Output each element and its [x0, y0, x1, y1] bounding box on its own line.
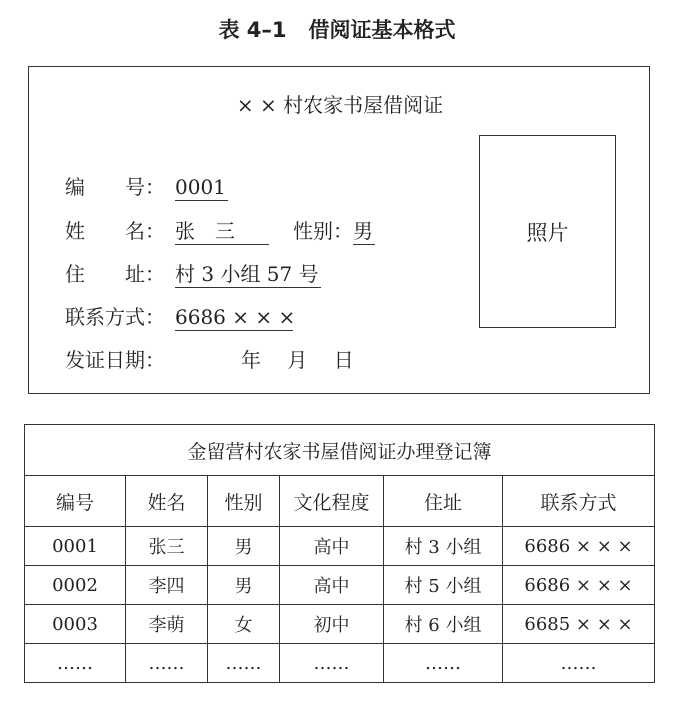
table-row	[25, 605, 655, 644]
field-address	[65, 260, 321, 288]
table-cell: 0002	[25, 566, 126, 605]
table-cell: 高中	[280, 527, 384, 566]
table-cell: 男	[208, 527, 280, 566]
column-header: 性别	[208, 476, 280, 527]
field-contact-label: 联系方式：	[65, 305, 165, 329]
field-number-label: 编 号：	[65, 175, 165, 199]
card-title: × × 村农家书屋借阅证	[236, 93, 444, 117]
registration-log-table	[24, 424, 655, 683]
field-address-label: 住 址：	[65, 262, 165, 286]
log-title: 金留营村农家书屋借阅证办理登记簿	[25, 425, 655, 476]
table-cell: ……	[126, 644, 208, 683]
table-caption	[0, 14, 674, 44]
field-gender-label: 性别：	[293, 219, 353, 243]
table-cell: 李四	[126, 566, 208, 605]
field-issue-date-label: 发证日期：	[65, 348, 165, 372]
field-number-value: 0001	[175, 175, 226, 199]
table-cell: 村 3 小组	[384, 527, 503, 566]
header-row	[25, 476, 655, 527]
photo-label: 照片	[526, 220, 569, 245]
field-gender-value: 男	[353, 219, 373, 243]
column-header: 文化程度	[280, 476, 384, 527]
table-cell: 初中	[280, 605, 384, 644]
table-cell: 6685 × × ×	[503, 605, 655, 644]
library-card	[28, 66, 650, 394]
column-header: 住址	[384, 476, 503, 527]
table-cell: 0001	[25, 527, 126, 566]
table-cell: ……	[384, 644, 503, 683]
column-header: 姓名	[126, 476, 208, 527]
field-name-value: 张 三	[175, 219, 275, 243]
field-issue-date-value: 年 月 日	[241, 348, 354, 372]
table-cell: 0003	[25, 605, 126, 644]
table-cell: ……	[25, 644, 126, 683]
table-cell: 男	[208, 566, 280, 605]
field-contact	[65, 303, 296, 331]
field-number	[65, 173, 228, 201]
photo-box	[479, 135, 616, 328]
table-cell: ……	[503, 644, 655, 683]
table-row	[25, 566, 655, 605]
caption-number: 表 4–1	[218, 18, 287, 42]
table-cell: 村 5 小组	[384, 566, 503, 605]
table-cell: ……	[280, 644, 384, 683]
table-cell: 女	[208, 605, 280, 644]
field-contact-value: 6686 × × ×	[175, 305, 296, 329]
field-name	[65, 217, 375, 245]
table-cell: 6686 × × ×	[503, 527, 655, 566]
table-row	[25, 527, 655, 566]
column-header: 联系方式	[503, 476, 655, 527]
table-cell: 村 6 小组	[384, 605, 503, 644]
field-address-value: 村 3 小组 57 号	[175, 262, 319, 286]
table-cell: 张三	[126, 527, 208, 566]
table-cell: 李萌	[126, 605, 208, 644]
caption-title: 借阅证基本格式	[308, 18, 456, 42]
table-row	[25, 644, 655, 683]
table-cell: 6686 × × ×	[503, 566, 655, 605]
table-cell: 高中	[280, 566, 384, 605]
field-name-label: 姓 名：	[65, 219, 165, 243]
field-issue-date	[65, 346, 354, 374]
column-header: 编号	[25, 476, 126, 527]
table-cell: ……	[208, 644, 280, 683]
